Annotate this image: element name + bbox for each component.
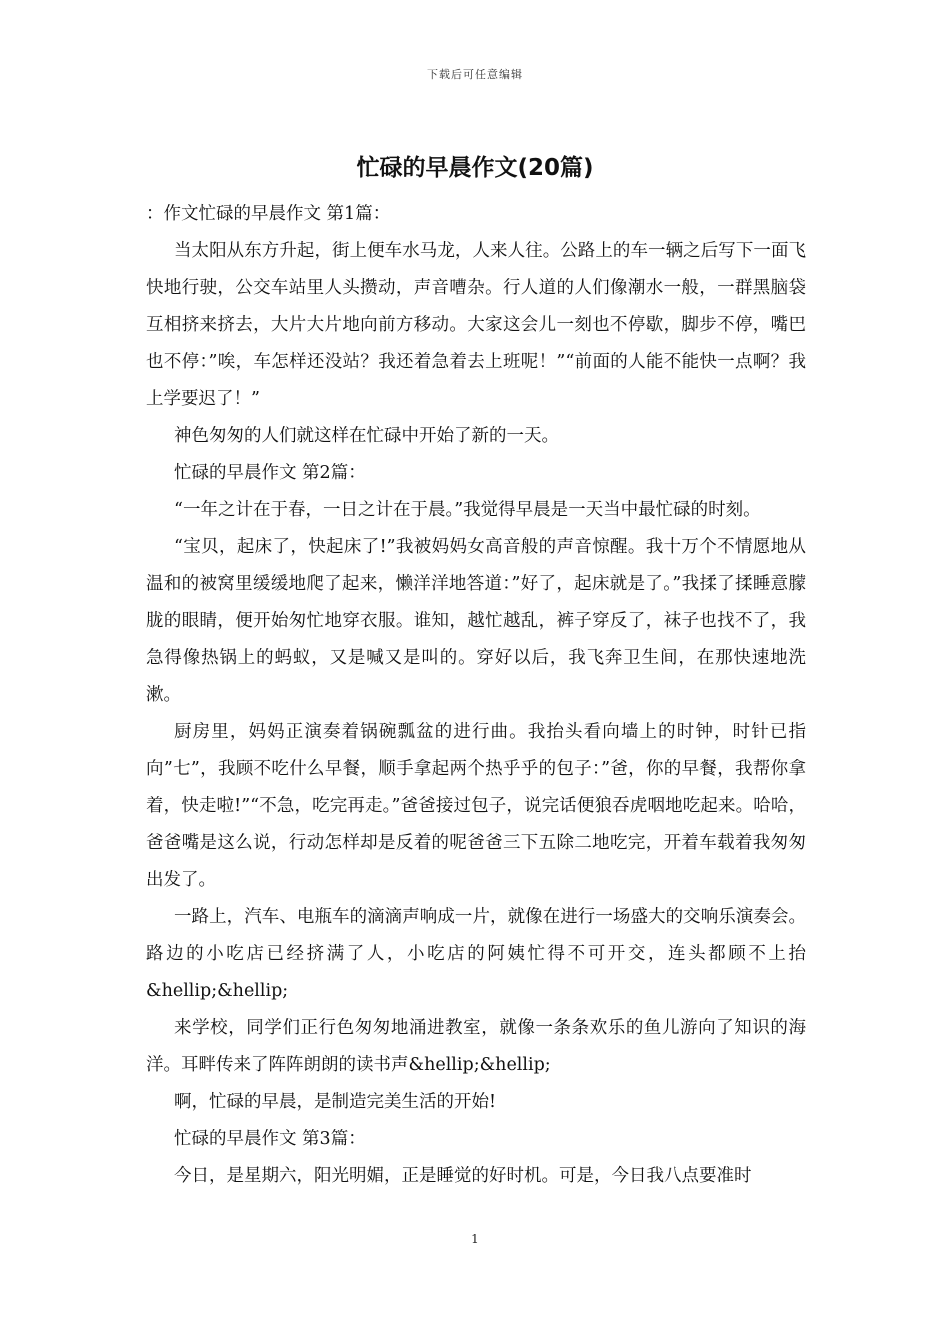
document-body (146, 196, 806, 1195)
paragraph: “宝贝，起床了，快起床了!”我被妈妈女高音般的声音惊醒。我十万个不情愿地从温和的被窝里缓缓地爬了起来，懒洋洋地答道：”好了，起床就是了。”我揉了揉睡意朦胧的眼睛，便开始匆忙地穿衣服。谁知，越忙越乱，裤子穿反了，袜子也找不了，我急得像热锅上的蚂蚁，又是喊又是叫的。穿好以后，我飞奔卫生间，在那快速地洗漱。 (146, 537, 806, 705)
paragraph: 啊，忙碌的早晨，是制造完美生活的开始! (174, 1092, 497, 1112)
paragraph: “一年之计在于春，一日之计在于晨。”我觉得早晨是一天当中最忙碌的时刻。 (174, 500, 761, 520)
paragraph: 厨房里，妈妈正演奏着锅碗瓢盆的进行曲。我抬头看向墙上的时钟，时针已指向”七”，我顾不吃什么早餐，顺手拿起两个热乎乎的包子：”爸，你的早餐，我帮你拿着，快走啦!”“不急，吃完再走。”爸爸接过包子，说完话便狼吞虎咽地吃起来。哈哈，爸爸嘴是这么说，行动怎样却是反着的呢爸爸三下五除二地吃完，开着车载着我匆匆出发了。 (146, 722, 806, 890)
paragraph: 今日，是星期六，阳光明媚，正是睡觉的好时机。可是，今日我八点要准时 (174, 1166, 752, 1186)
page-header-note: 下载后可任意编辑 (427, 68, 523, 81)
paragraph: 一路上，汽车、电瓶车的滴滴声响成一片，就像在进行一场盛大的交响乐演奏会。路边的小吃店已经挤满了人，小吃店的阿姨忙得不可开交，连头都顾不上抬&hellip;&hellip; (146, 907, 806, 1001)
paragraph: 当太阳从东方升起，街上便车水马龙，人来人往。公路上的车一辆之后写下一面飞快地行驶，公交车站里人头攒动，声音嘈杂。行人道的人们像潮水一般，一群黑脑袋互相挤来挤去，大片大片地向前方移动。大家这会儿一刻也不停歇，脚步不停，嘴巴也不停：”唉，车怎样还没站？我还着急着去上班呢！”“前面的人能不能快一点啊？我上学要迟了！” (146, 241, 806, 409)
paragraph: 来学校，同学们正行色匆匆地涌进教室，就像一条条欢乐的鱼儿游向了知识的海洋。耳畔传来了阵阵朗朗的读书声&hellip;&hellip; (146, 1018, 806, 1075)
page-number: 1 (471, 1232, 479, 1246)
paragraph: ：作文忙碌的早晨作文 第1篇： (146, 204, 391, 224)
paragraph: 神色匆匆的人们就这样在忙碌中开始了新的一天。 (174, 426, 559, 446)
document-title: 忙碌的早晨作文(20篇) (356, 155, 594, 181)
section-heading: 忙碌的早晨作文 第2篇： (174, 463, 366, 483)
section-heading: 忙碌的早晨作文 第3篇： (174, 1129, 366, 1149)
